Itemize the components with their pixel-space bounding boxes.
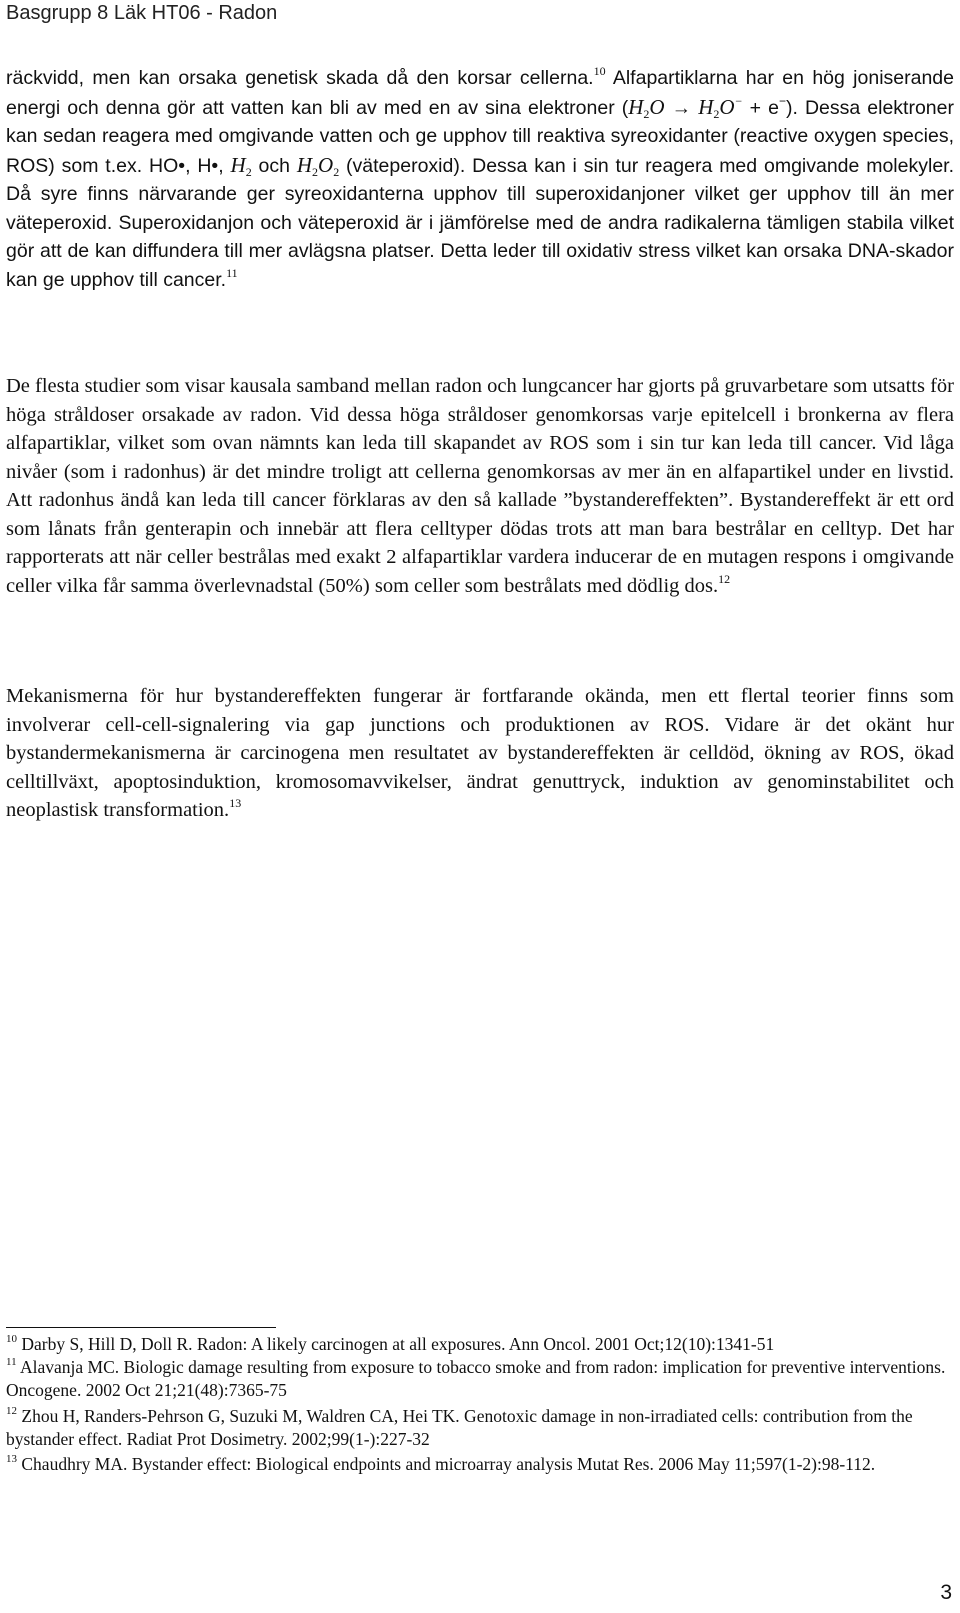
p1-text-a: räckvidd, men kan orsaka genetisk skada då den korsar cellerna. — [6, 67, 594, 89]
footnote-ref-12: 12 — [718, 571, 731, 586]
p1-text-och: och — [251, 154, 297, 177]
formula-water-ion: $H_2O^-$ — [698, 93, 743, 121]
footnote-text: Alavanja MC. Biologic damage resulting from exposure to tobacco smoke and from radon: implication for preventive interventions. Oncogene. 2002 Oct 21;21(48):7365-75 — [6, 1357, 946, 1400]
paragraph-1 — [6, 64, 954, 294]
footnote-separator — [6, 1327, 276, 1328]
paragraph-3 — [6, 682, 954, 825]
footnote-text: Darby S, Hill D, Doll R. Radon: A likely carcinogen at all exposures. Ann Oncol. 2001 Oct;12(10):1341-51 — [17, 1334, 775, 1354]
footnote-number: 12 — [6, 1405, 17, 1417]
footnote-13 — [6, 1453, 954, 1476]
formula-h2o2: $H_2O_2$ — [296, 152, 340, 179]
p1-text-d: (väteperoxid). — [339, 154, 466, 177]
page-number: 3 — [940, 1581, 952, 1604]
footnote-text: Zhou H, Randers-Pehrson G, Suzuki M, Waldren CA, Hei TK. Genotoxic damage in non-irradiated cells: contribution from the bystander effect. Radiat Prot Dosimetry. 2002;99(1-):227-32 — [6, 1406, 913, 1449]
footnote-ref-10: 10 — [593, 64, 606, 78]
formula-h2: $H_2$ — [230, 152, 252, 179]
p1-text-b: Alfapartiklarna har en hög joniserande energi och denna gör att vatten kan bli av med en av sina elektroner ( — [6, 67, 954, 119]
footnote-text: Chaudhry MA. Bystander effect: Biological endpoints and microarray analysis Mutat Res. 2006 May 11;597(1-2):98-112. — [17, 1454, 876, 1474]
footnote-11 — [6, 1356, 954, 1402]
footnote-number: 13 — [6, 1453, 17, 1465]
p3-text: Mekanismerna för hur bystandereffekten fungerar är fortfarande okända, men ett flertal teorier finns som involverar cell-cell-signalering via gap junctions och produktionen av ROS. Vidare är det okänt hur bystandermekanismerna är carcinogena men resultatet av bystandereffekten är celldöd, ökning av ROS, ökad celltillväxt, apoptosinduktion, kromosomavvikelser, ändrat genuttryck, induktion av genominstabilitet och neoplastisk transformation. — [6, 685, 954, 821]
paragraph-2 — [6, 372, 954, 600]
footnote-ref-11: 11 — [226, 265, 238, 280]
footnote-number: 11 — [6, 1356, 17, 1368]
footnote-12 — [6, 1405, 954, 1451]
footnote-10 — [6, 1333, 954, 1356]
p1-text-c: ). Dessa elektroner kan sedan reagera med omgivande vatten och ge upphov till reaktiva syreoxidanter (reactive oxygen species, ROS) som t.ex. HO•, H•, — [6, 96, 954, 177]
p1-text-e: Dessa kan i sin tur reagera med omgivande molekyler. Då syre finns närvarande ger syreoxidanterna upphov till superoxidanjoner vilket ger upphov till än mer väteperoxid. — [6, 154, 955, 234]
footnote-ref-13: 13 — [229, 796, 242, 810]
p2-text: De flesta studier som visar kausala samband mellan radon och lungcancer har gjorts på gruvarbetare som utsatts för höga stråldoser orsakade av radon. Vid dessa höga stråldoser genomkorsas varje epitelcell i bronkerna av flera alfapartiklar, vilket som ovan nämnts kan leda till skapandet av ROS som i sin tur kan leda till cancer. Vid låga nivåer (som i radonhus) är det mindre troligt att cellerna genomkorsas av mer än en alfapartikel under en livstid. Att radonhus ändå kan leda till cancer förklaras av den så kallade ”bystandereffekten”. Bystandereffekt är ett ord som lånats från genterapin och innebär att flera celltyper dödas trots att man bara bestrålar en celltyp. Det har rapporterats att när celler bestrålas med exakt 2 alfapartiklar vardera inducerar de en mutagen respons i omgivande celler vilka får samma överlevnadstal (50%) som celler som bestrålats med dödlig dos. — [6, 375, 954, 597]
formula-water: $H_2O$ — [628, 94, 665, 121]
footnote-number: 10 — [6, 1333, 17, 1345]
page-header-title: Basgrupp 8 Läk HT06 - Radon — [6, 2, 278, 24]
electron: + e− — [742, 93, 786, 119]
arrow-symbol: → — [664, 96, 699, 119]
p1-text-f: Superoxidanjon och väteperoxid är i jämförelse med de andra radikalerna tämligen stabila vilket gör att de kan diffundera till mer avlägsna platser. Detta leder till oxidativ stress vilket kan orsaka DNA-skador kan ge upphov till cancer. — [6, 211, 954, 291]
